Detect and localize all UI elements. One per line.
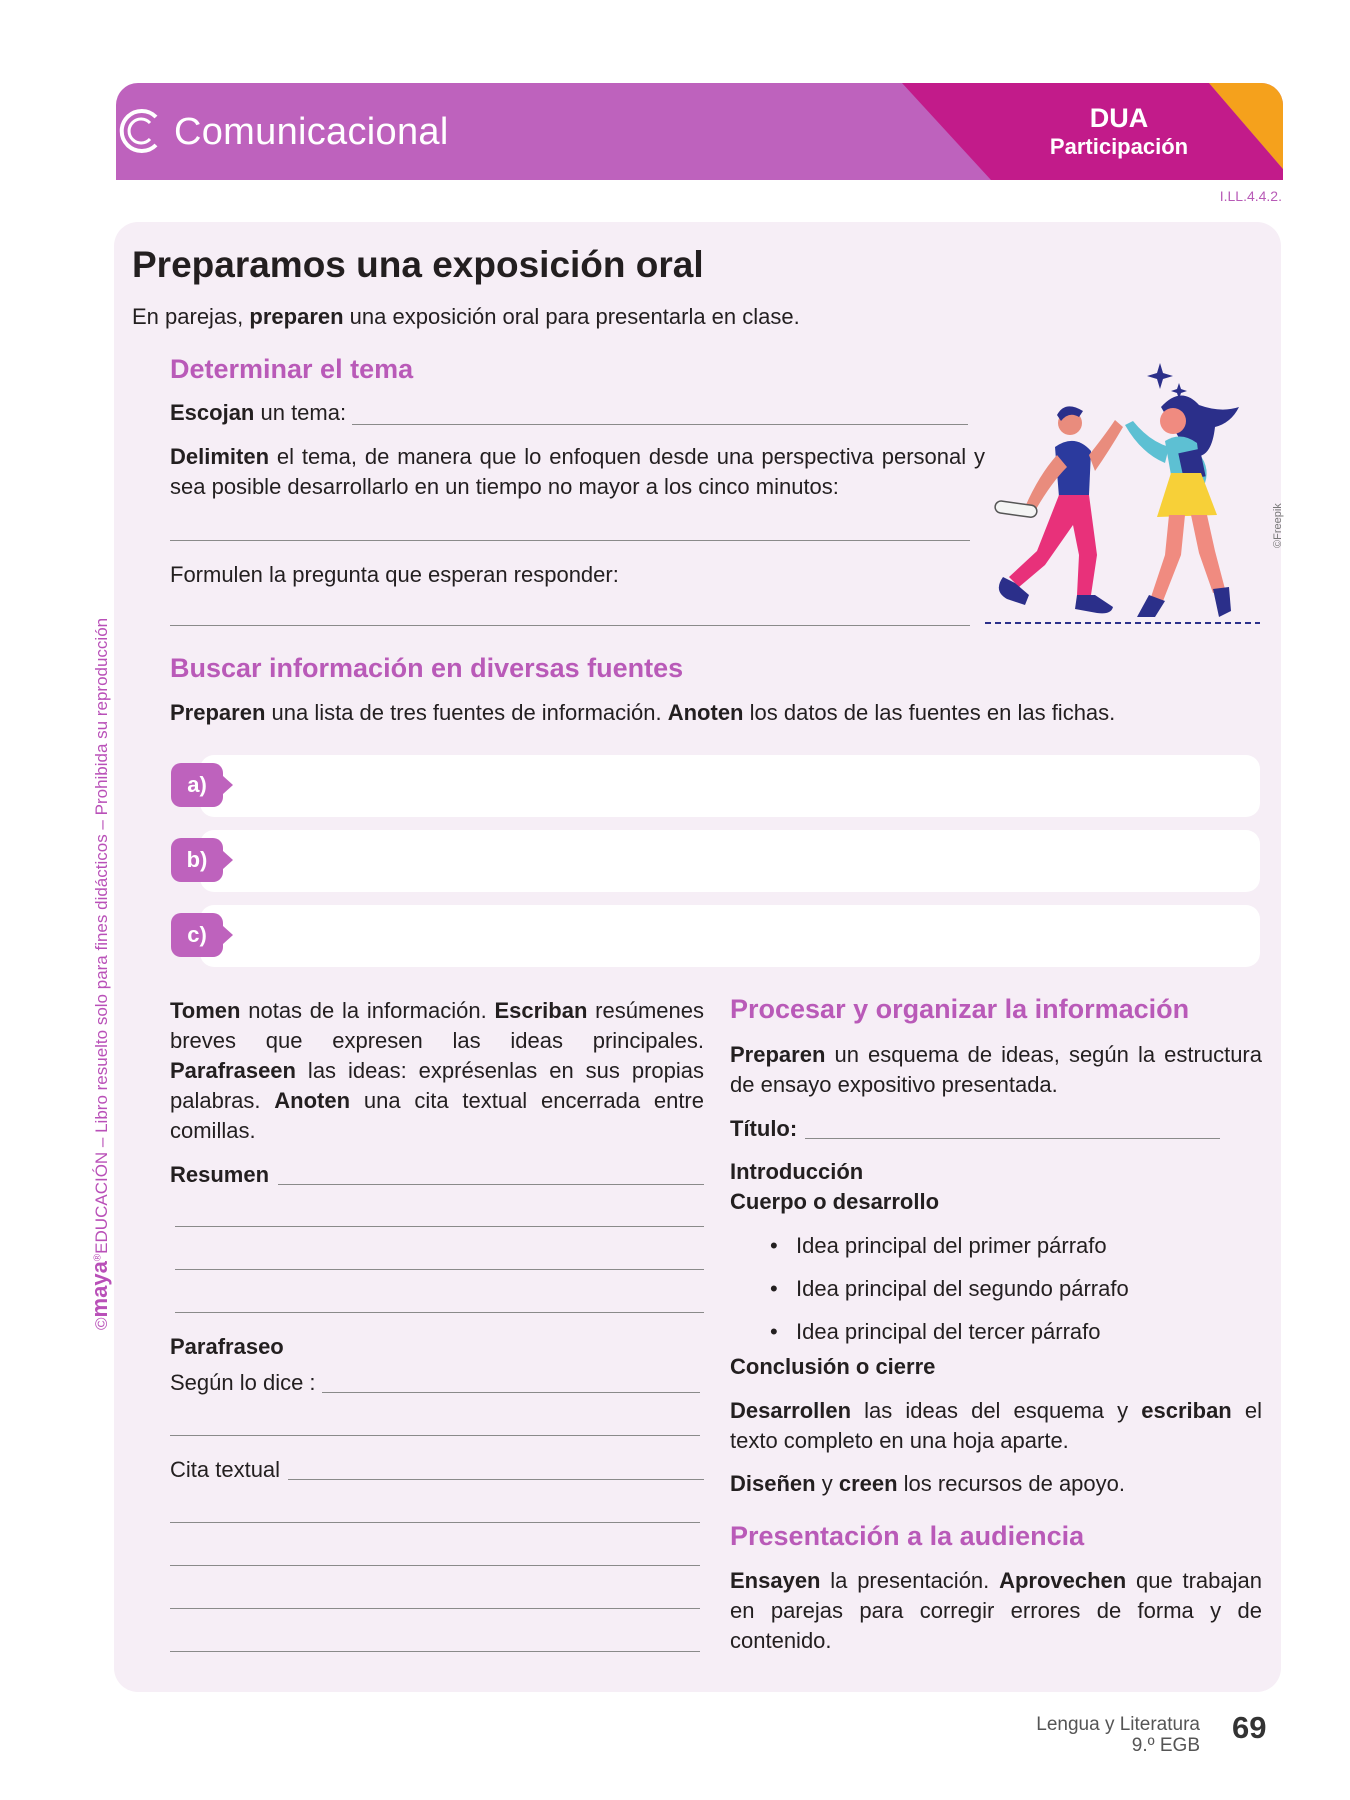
footer-subject-block <box>1036 1714 1200 1756</box>
delimit-text: el tema, de manera que lo enfoquen desde una perspectiva personal y sea posible desarrollarlo en un tiempo no mayor a los cinco minutos: <box>170 444 985 499</box>
cuerpo-label: Cuerpo o desarrollo <box>730 1189 940 1214</box>
presentacion-instruction <box>730 1566 1262 1656</box>
desarrollen-text-1: las ideas del esquema y <box>851 1398 1142 1423</box>
heading-procesar: Procesar y organizar la información <box>730 994 1190 1024</box>
disenen-text-1: y <box>815 1471 839 1496</box>
notas-bold-1: Tomen <box>170 998 241 1023</box>
procesar-bold: Preparen <box>730 1042 826 1067</box>
source-card-b-label: b) <box>171 838 223 882</box>
side-copyright-text <box>87 618 113 1330</box>
disenen-bold: Diseñen <box>730 1471 816 1496</box>
cita-line-2[interactable] <box>170 1522 700 1523</box>
presentacion-text-2: que trabajan en parejas para corregir errores de forma y de contenido. <box>730 1568 1262 1653</box>
source-card-a[interactable] <box>200 755 1260 817</box>
notas-bold-3: Parafraseen <box>170 1058 296 1083</box>
list-item <box>770 1224 1129 1267</box>
segun-label: Según lo dice : <box>170 1370 316 1395</box>
disenen-text-2: los recursos de apoyo. <box>897 1471 1126 1496</box>
dua-subtitle: Participación <box>1049 134 1189 159</box>
notas-text-1: notas de la información. <box>240 998 495 1023</box>
resumen-label: Resumen <box>170 1162 270 1187</box>
dua-title: DUA <box>1089 103 1149 133</box>
fuentes-bold-2: Anoten <box>667 700 744 725</box>
page-intro <box>132 304 800 330</box>
cita-line-4[interactable] <box>170 1608 700 1609</box>
list-item <box>770 1310 1129 1353</box>
escriban-bold: escriban <box>1141 1398 1232 1423</box>
source-card-b[interactable] <box>200 830 1260 892</box>
high-five-illustration-icon <box>985 355 1260 625</box>
footer-subject: Lengua y Literatura <box>1036 1714 1200 1735</box>
desarrollen-bold: Desarrollen <box>730 1398 852 1423</box>
parafraseo-line-1[interactable] <box>322 1392 700 1393</box>
idea-3: Idea principal del tercer párrafo <box>796 1319 1101 1344</box>
parafraseo-label: Parafraseo <box>170 1334 284 1359</box>
page-title: Preparamos una exposición oral <box>132 244 704 285</box>
disenen-instruction <box>730 1469 1262 1499</box>
copyright-symbol: © <box>92 1317 111 1330</box>
heading-buscar-informacion: Buscar información en diversas fuentes <box>170 653 684 683</box>
introduccion-label: Introducción <box>730 1159 864 1184</box>
resumen-line-3[interactable] <box>175 1269 704 1270</box>
heading-determinar-tema: Determinar el tema <box>170 354 414 384</box>
resumen-line-4[interactable] <box>175 1312 704 1313</box>
delimit-instruction <box>170 442 985 502</box>
desarrollen-text-2: el texto completo en una hoja aparte. <box>730 1398 1262 1453</box>
desarrollen-instruction <box>730 1396 1262 1456</box>
side-rest: EDUCACIÓN – Libro resuelto solo para fines didácticos – Prohibida su reproducción <box>92 617 111 1254</box>
notas-text-2: resúmenes breves que expresen las ideas principales. <box>170 998 704 1053</box>
fuentes-bold-1: Preparen <box>170 700 266 725</box>
ensayen-bold: Ensayen <box>730 1568 821 1593</box>
resumen-line-1[interactable] <box>278 1184 704 1185</box>
aprovechen-bold: Aprovechen <box>999 1568 1127 1593</box>
notas-bold-2: Escriban <box>494 998 588 1023</box>
notas-text-4: una cita textual encerrada entre comillas. <box>170 1088 704 1143</box>
footer-grade: 9.º EGB <box>1131 1735 1200 1756</box>
intro-bold: preparen <box>249 304 344 329</box>
heading-presentacion: Presentación a la audiencia <box>730 1521 1085 1551</box>
choose-bold: Escojan <box>170 400 255 425</box>
cita-line-3[interactable] <box>170 1565 700 1566</box>
comunicacional-logo-icon <box>116 105 162 157</box>
notas-bold-4: Anoten <box>274 1088 351 1113</box>
brand-logo-text: maya <box>87 1261 112 1318</box>
list-item <box>770 1267 1129 1310</box>
intro-text: En parejas, <box>132 304 250 329</box>
dua-label <box>1034 103 1204 161</box>
titulo-label: Título: <box>730 1116 798 1141</box>
page-number: 69 <box>1232 1710 1267 1745</box>
question-instruction: Formulen la pregunta que esperan responder: <box>170 562 619 587</box>
section-banner <box>116 83 1283 180</box>
conclusion-label: Conclusión o cierre <box>730 1354 936 1379</box>
cita-line-1[interactable] <box>288 1479 704 1480</box>
delimit-answer-line[interactable] <box>170 540 970 541</box>
topic-answer-line[interactable] <box>352 424 968 425</box>
registered-symbol: ® <box>92 1253 104 1262</box>
notas-text-3: las ideas: exprésenlas en sus propias palabras. <box>170 1058 704 1113</box>
idea-2: Idea principal del segundo párrafo <box>796 1276 1129 1301</box>
source-card-c-label: c) <box>171 913 223 957</box>
intro-text-end: una exposición oral para presentarla en clase. <box>343 304 800 329</box>
idea-1: Idea principal del primer párrafo <box>796 1233 1107 1258</box>
fuentes-instruction <box>170 698 1270 728</box>
cita-label: Cita textual <box>170 1457 281 1482</box>
presentacion-text-1: la presentación. <box>820 1568 1000 1593</box>
source-card-a-label: a) <box>171 763 223 807</box>
idea-list <box>770 1224 1129 1353</box>
fuentes-text-1: una lista de tres fuentes de información. <box>265 700 668 725</box>
section-title: Comunicacional <box>174 111 449 153</box>
resumen-line-2[interactable] <box>175 1226 704 1227</box>
procesar-instruction <box>730 1040 1262 1100</box>
procesar-text: un esquema de ideas, según la estructura de ensayo expositivo presentada. <box>730 1042 1262 1097</box>
question-answer-line[interactable] <box>170 625 970 626</box>
illustration-credit: ©Freepik <box>1272 503 1284 548</box>
titulo-line[interactable] <box>805 1138 1220 1139</box>
source-card-c[interactable] <box>200 905 1260 967</box>
notas-instruction <box>170 996 704 1146</box>
fuentes-text-2: los datos de las fuentes en las fichas. <box>743 700 1116 725</box>
skill-code: I.LL.4.4.2. <box>1219 188 1282 204</box>
parafraseo-line-2[interactable] <box>170 1435 700 1436</box>
choose-text: un tema: <box>254 400 347 425</box>
cita-line-5[interactable] <box>170 1651 700 1652</box>
creen-bold: creen <box>838 1471 898 1496</box>
delimit-bold: Delimiten <box>170 444 270 469</box>
